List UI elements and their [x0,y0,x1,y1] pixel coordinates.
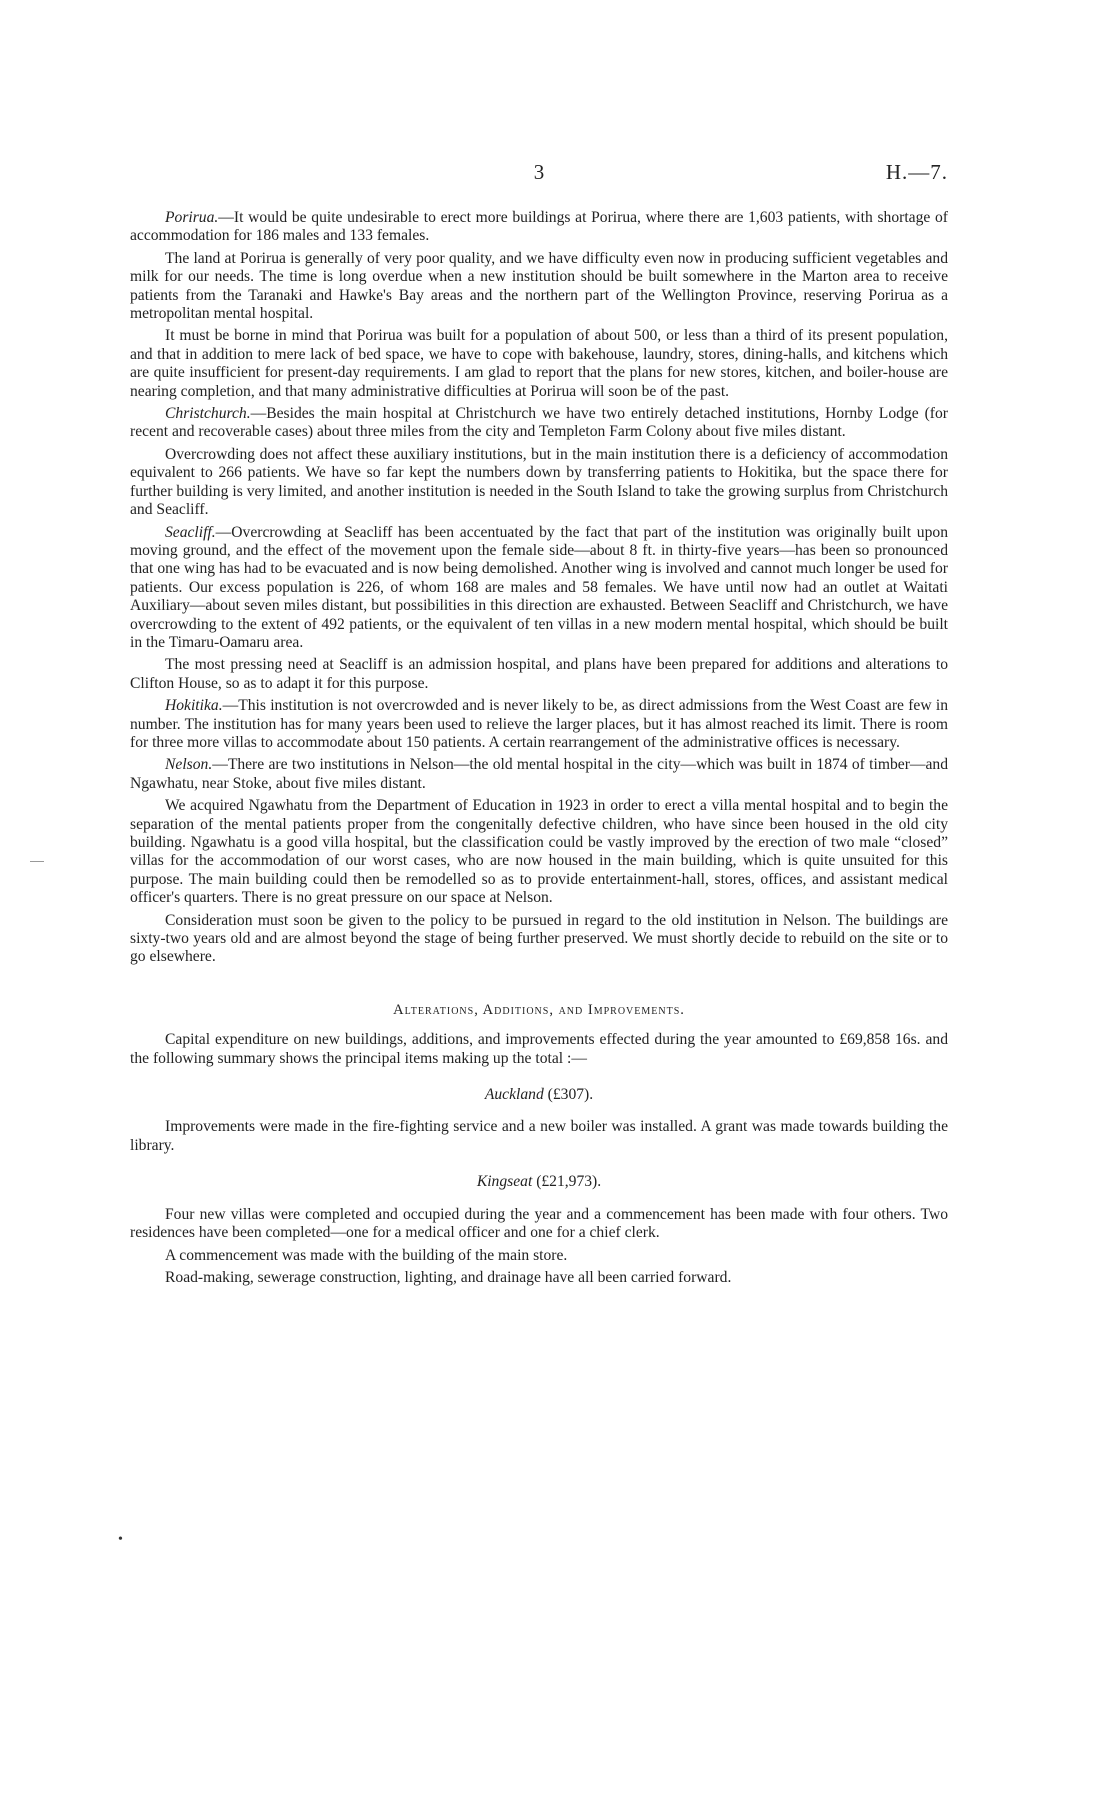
paragraph-text: The land at Porirua is generally of very poor quality, and we have difficulty even now in producing sufficient vegetables and milk for our needs. The time is long overdue when a new institution should be built somewhere in the Marton area to receive patients from the Taranaki and Hawke's Bay areas and the northern part of the Wellington Province, reserving Porirua as a metropolitan mental hospital. [130,249,948,323]
paragraph [130,446,948,520]
paragraph-text: —Overcrowding at Seacliff has been accentuated by the fact that part of the institution was originally built upon moving ground, and the effect of the movement upon the female side—about 8 ft. in thirty-five years—has been so pronounced that one wing has had to be evacuated and is now being demolished. Another wing is involved and cannot much longer be used for patients. Our excess population is 226, of whom 168 are males and 58 females. We have until now had an outlet at Waitati Auxiliary—about seven miles distant, but possibilities in this direction are exhausted. Between Seacliff and Christchurch, we have overcrowding to the extent of 492 patients, or the equivalent of ten villas in a new modern mental hospital, which should be built in the Timaru-Oamaru area. [130,523,948,651]
paragraph [130,656,948,693]
page-header [130,160,948,190]
document-body [130,209,948,1291]
paragraph-text: Overcrowding does not affect these auxiliary institutions, but in the main institution there is a deficiency of accommodation equivalent to 266 patients. We have so far kept the numbers down by transferring patients to Hokitika, but the space there for further building is very limited, and another institution is needed in the South Island to take the growing surplus from Christchurch and Seacliff. [130,445,948,519]
subheading-amount: (£21,973). [536,1173,602,1191]
margin-mark-dash [30,861,44,862]
document-reference: H.—7. [885,160,948,184]
subheading-amount: (£307). [547,1086,594,1104]
subheading-auckland [130,1086,948,1104]
paragraph-text: —It would be quite undesirable to erect more buildings at Porirua, where there are 1,603 patients, with shortage of accommodation for 186 males and 133 females. [130,209,948,245]
paragraph-text: Improvements were made in the fire-fighting service and a new boiler was installed. A grant was made towards building the library. [130,1118,948,1154]
paragraph-text: Consideration must soon be given to the policy to be pursued in regard to the old institution in Nelson. The buildings are sixty-two years old and are almost beyond the stage of being further preserved. We must shortly decide to rebuild on the site or to go elsewhere. [130,911,948,966]
section-intro [130,1031,948,1068]
paragraph-kingseat [130,1247,948,1265]
paragraph-text: A commencement was made with the building of the main store. [165,1246,568,1264]
subheading-name: Kingseat [476,1173,533,1191]
place-name: Christchurch. [165,405,251,423]
paragraph [130,327,948,401]
paragraph-kingseat [130,1269,948,1287]
paragraph-hokitika [130,697,948,752]
paragraph-kingseat [130,1206,948,1243]
subheading-name: Auckland [484,1086,544,1104]
paragraph-text: Four new villas were completed and occupied during the year and a commencement has been made with four others. Two residences have been completed—one for a medical officer and one for a chief clerk. [130,1205,948,1242]
place-name: Porirua. [165,209,219,226]
paragraph-text: —Besides the main hospital at Christchurch we have two entirely detached institutions, Hornby Lodge (for recent and recoverable cases) about three miles from the city and Templeton Farm Colony about five miles distant. [130,405,948,441]
paragraph-text: Capital expenditure on new buildings, additions, and improvements effected during the year amounted to £69,858 16s. and the following summary shows the principal items making up the total :— [130,1031,948,1067]
paragraph-text: Road-making, sewerage construction, lighting, and drainage have all been carried forward. [165,1268,732,1286]
paragraph-nelson [130,756,948,793]
paragraph-text: The most pressing need at Seacliff is an admission hospital, and plans have been prepared for additions and alterations to Clifton House, so as to adapt it for this purpose. [130,656,948,692]
paragraph-christchurch [130,405,948,442]
margin-mark-dot: • [118,1532,123,1547]
paragraph-text: —This institution is not overcrowded and is never likely to be, as direct admissions from the West Coast are few in number. The institution has for many years been used to relieve the larger places, but it has almost reached its limit. There is room for three more villas to accommodate about 150 patients. A certain rearrangement of the administrative offices is necessary. [130,697,948,751]
place-name: Seacliff. [165,523,216,541]
paragraph-text: It must be borne in mind that Porirua was built for a population of about 500, or less than a third of its present population, and that in addition to mere lack of bed space, we have to cope with bakehouse, laundry, stores, dining-halls, and kitchens which are quite insufficient for present-day requirements. I am glad to report that the plans for new stores, kitchen, and boiler-house are nearing completion, and that many administrative difficulties at Porirua will soon be of the past. [130,327,948,400]
paragraph [130,912,948,967]
paragraph [130,797,948,907]
place-name: Hokitika. [165,697,223,715]
paragraph-text: We acquired Ngawhatu from the Department of Education in 1923 in order to erect a villa mental hospital and to begin the separation of the mental patients proper from the congenitally defective children, who have since been housed in the old city building. Ngawhatu is a good villa hospital, but the classification could be vastly improved by the erection of two male “closed” villas for the accommodation of our worst cases, who are now housed in the main building, which is quite unsuited for this purpose. The main building could then be remodelled so as to provide entertainment-hall, stores, offices, and assistant medical officer's quarters. There is no great pressure on our space at Nelson. [130,797,948,907]
paragraph-seacliff [130,524,948,653]
subheading-kingseat [130,1173,948,1191]
section-heading: Alterations, Additions, and Improvements. [393,1001,685,1018]
paragraph [130,250,948,324]
paragraph-text: —There are two institutions in Nelson—the old mental hospital in the city—which was built in 1874 of timber—and Ngawhatu, near Stoke, about five miles distant. [130,756,948,792]
paragraph-auckland [130,1118,948,1155]
paragraph-porirua [130,209,948,246]
page-number: 3 [533,160,545,184]
place-name: Nelson. [165,756,213,774]
